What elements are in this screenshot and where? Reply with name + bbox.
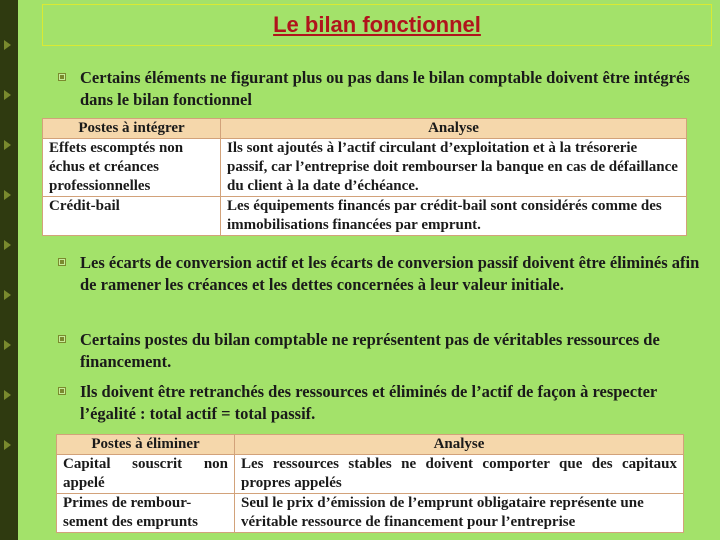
title-box xyxy=(42,4,712,46)
arrow-right-icon xyxy=(4,90,11,100)
table-header-row xyxy=(57,435,684,455)
bullet-text: Ils doivent être retranchés des ressources et éliminés de l’actif de façon à respecter l’égalité : total actif = total passif. xyxy=(80,382,657,423)
bullet-4 xyxy=(80,381,710,425)
bullet-2 xyxy=(80,252,700,296)
slide xyxy=(18,0,720,540)
bullet-square-icon xyxy=(58,335,66,343)
arrow-right-icon xyxy=(4,40,11,50)
bullet-3 xyxy=(80,329,700,373)
arrow-right-icon xyxy=(4,440,11,450)
table-cell: Ils sont ajoutés à l’actif circulant d’exploitation et à la trésorerie passif, car l’entreprise doit rembourser la banque en cas de défaillance du client à la date d’échéance. xyxy=(221,139,687,197)
arrow-right-icon xyxy=(4,140,11,150)
table-header-row xyxy=(43,119,687,139)
column-header: Postes à intégrer xyxy=(43,119,221,139)
bullet-square-icon xyxy=(58,73,66,81)
arrow-right-icon xyxy=(4,340,11,350)
table-cell: Capital souscrit non appelé xyxy=(57,455,235,494)
page-title: Le bilan fonctionnel xyxy=(273,12,481,37)
table-postes-a-eliminer xyxy=(56,434,684,533)
bullet-1 xyxy=(80,67,720,111)
column-header: Postes à éliminer xyxy=(57,435,235,455)
table-cell: Les ressources stables ne doivent comporter que des capitaux propres appelés xyxy=(235,455,684,494)
arrow-right-icon xyxy=(4,240,11,250)
bullet-square-icon xyxy=(58,258,66,266)
table-cell: Les équipements financés par crédit-bail sont considérés comme des immobilisations financées par emprunt. xyxy=(221,197,687,236)
bullet-text: Les écarts de conversion actif et les écarts de conversion passif doivent être éliminés afin de ramener les créances et les dettes concernées à leur valeur initiale. xyxy=(80,253,700,294)
arrow-right-icon xyxy=(4,390,11,400)
table-row xyxy=(57,455,684,494)
bullet-text: Certains éléments ne figurant plus ou pas dans le bilan comptable doivent être intégrés dans le bilan fonctionnel xyxy=(80,68,690,109)
decorative-arrows xyxy=(4,40,14,490)
bullet-text: Certains postes du bilan comptable ne représentent pas de véritables ressources de financement. xyxy=(80,330,660,371)
table-row xyxy=(43,197,687,236)
table-postes-a-integrer xyxy=(42,118,687,236)
column-header: Analyse xyxy=(221,119,687,139)
table-row xyxy=(43,139,687,197)
arrow-right-icon xyxy=(4,290,11,300)
bullet-square-icon xyxy=(58,387,66,395)
table-cell: Crédit-bail xyxy=(43,197,221,236)
column-header: Analyse xyxy=(235,435,684,455)
table-cell: Seul le prix d’émission de l’emprunt obligataire représente une véritable ressource de financement pour l’entreprise xyxy=(235,494,684,533)
table-cell: Effets escomptés non échus et créances professionnelles xyxy=(43,139,221,197)
arrow-right-icon xyxy=(4,190,11,200)
table-row xyxy=(57,494,684,533)
table-cell: Primes de rembour-sement des emprunts xyxy=(57,494,235,533)
